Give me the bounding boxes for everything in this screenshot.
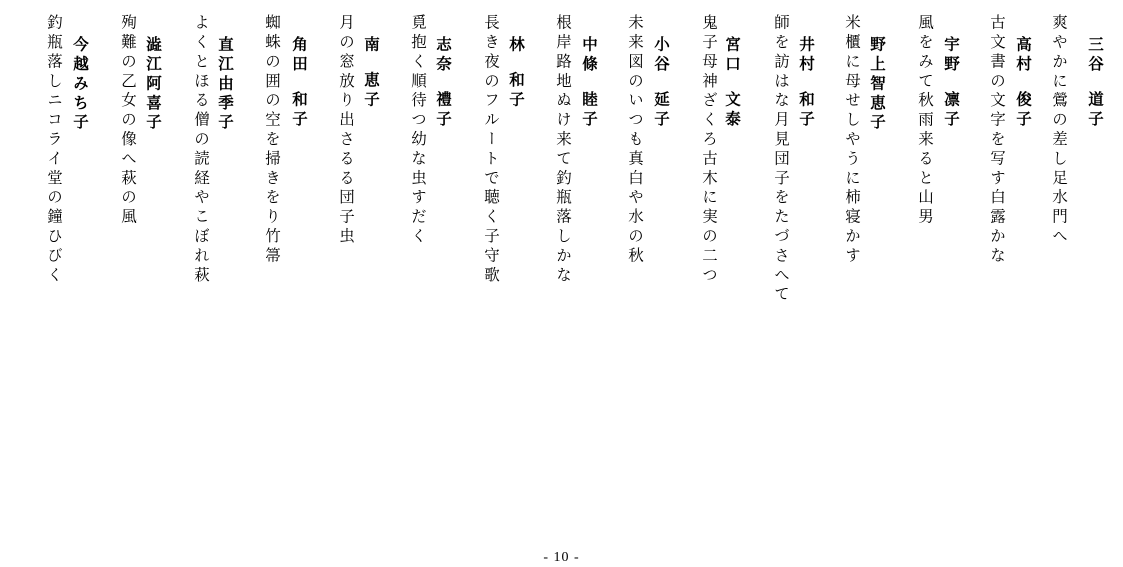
author-name: 林和子 bbox=[507, 36, 526, 111]
author-name: 宇野凛子 bbox=[942, 36, 961, 130]
haiku-verse: 爽やかに鶯の差し足水門へ bbox=[1050, 14, 1068, 247]
haiku-verse: 月の窓放り出さるる団子虫 bbox=[337, 14, 355, 247]
author-name: 今越みち子 bbox=[71, 36, 90, 133]
haiku-verse: 根岸路地ぬけ来て釣瓶落しかな bbox=[554, 14, 572, 286]
page-number: - 10 - bbox=[543, 550, 580, 565]
author-name: 高村俊子 bbox=[1014, 36, 1033, 130]
author-name: 澁江阿喜子 bbox=[144, 36, 163, 133]
haiku-verse: 鬼子母神ざくろ古木に実の二つ bbox=[700, 14, 718, 286]
haiku-verse: 釣瓶落しニコライ堂の鐘ひびく bbox=[45, 14, 63, 286]
author-name: 志奈禮子 bbox=[434, 36, 453, 130]
author-name: 井村和子 bbox=[797, 36, 816, 130]
haiku-verse: よくとほる僧の読経やこぼれ萩 bbox=[192, 14, 210, 286]
author-name: 宮口文泰 bbox=[723, 36, 742, 130]
author-name: 小谷延子 bbox=[652, 36, 671, 130]
haiku-verse: 米櫃に母せしやうに柿寝かす bbox=[843, 14, 861, 267]
haiku-verse: 古文書の文字を写す白露かな bbox=[988, 14, 1006, 267]
author-name: 直江由季子 bbox=[216, 36, 235, 133]
haiku-verse: 長き夜のフルートで聴く子守歌 bbox=[482, 14, 500, 286]
haiku-verse: 殉難の乙女の像へ萩の風 bbox=[119, 14, 137, 228]
author-name: 中條睦子 bbox=[580, 36, 599, 130]
author-name: 三谷道子 bbox=[1086, 36, 1105, 130]
haiku-verse: 覓抱く順待つ幼な虫すだく bbox=[409, 14, 427, 247]
author-name: 南恵子 bbox=[362, 36, 381, 111]
author-name: 角田和子 bbox=[290, 36, 309, 130]
haiku-verse: 師を訪はな月見団子をたづさへて bbox=[772, 14, 790, 305]
haiku-verse: 風をみて秋雨来ると山男 bbox=[916, 14, 934, 228]
haiku-verse: 未来図のいつも真白や水の秋 bbox=[626, 14, 644, 267]
haiku-verse: 蜘蛛の囲の空を掃きをり竹箒 bbox=[263, 14, 281, 267]
author-name: 野上智恵子 bbox=[868, 36, 887, 133]
